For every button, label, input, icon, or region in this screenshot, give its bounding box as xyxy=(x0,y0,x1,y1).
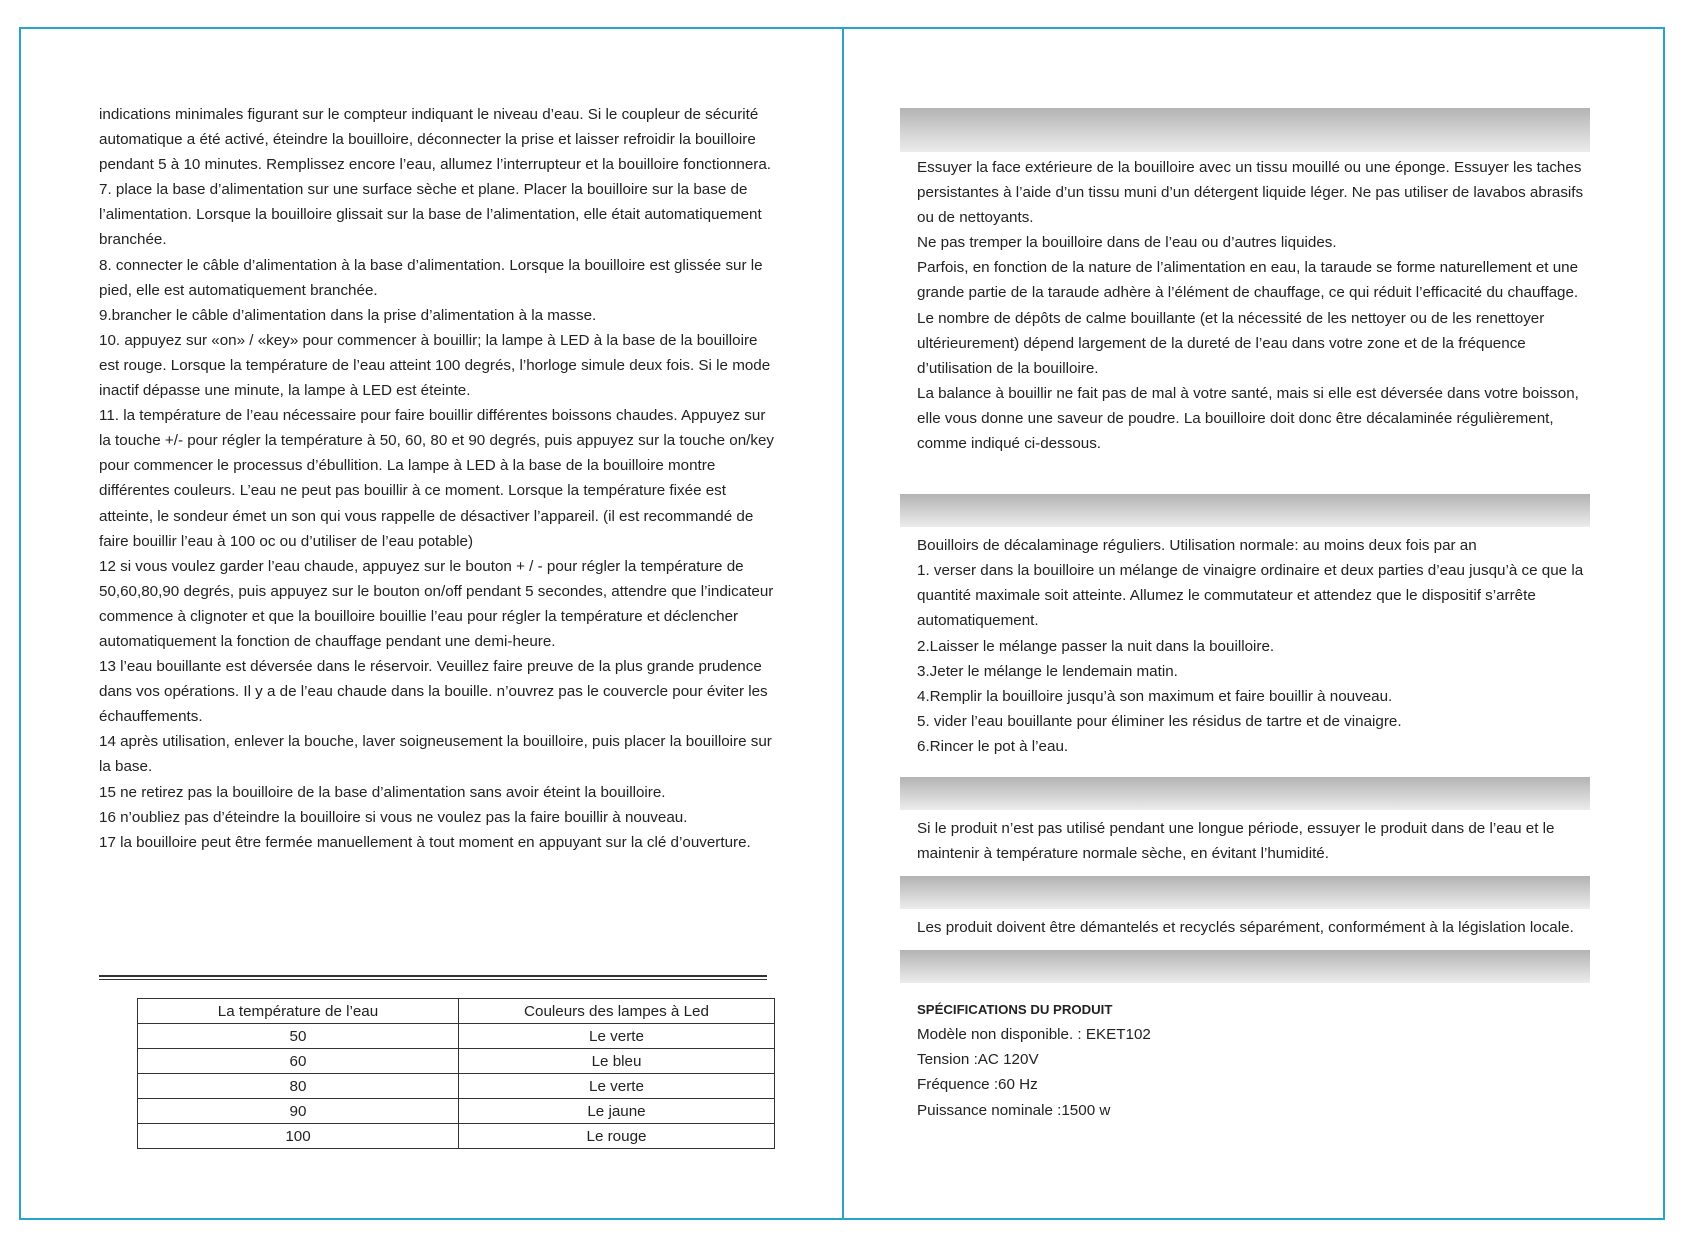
table-row xyxy=(138,1099,775,1124)
page-divider xyxy=(842,27,844,1220)
table-row xyxy=(138,1049,775,1074)
spec-voltage: Tension :AC 120V xyxy=(917,1051,1039,1069)
descaling-step-1: 1. verser dans la bouilloire un mélange de vinaigre ordinaire et deux parties d’eau jusqu’à ce que la quantité maximale soit atteinte. Allumez le commutateur et attendez que le dispositif s’arrête automatiquement. xyxy=(917,562,1584,630)
descaling-intro: Bouilloirs de décalaminage réguliers. Utilisation normale: au moins deux fois par an xyxy=(917,537,1477,555)
descaling-step-2: 2.Laisser le mélange passer la nuit dans la bouilloire. xyxy=(917,637,1275,655)
led-color-table xyxy=(137,998,775,1149)
cleaning-section xyxy=(900,105,1590,456)
instruction-continued: indications minimales figurant sur le compteur indiquant le niveau d’eau. Si le coupleur de sécurité automatique a été activé, éteindre la bouilloire, déconnecter la prise et laisser refroidir la bouilloire pendant 5 à 10 minutes. Remplissez encore l’eau, allumez l’interrupteur et la bouilloire fonctionnera. xyxy=(99,106,772,174)
instruction-10: 10. appuyez sur «on» / «key» pour commencer à bouillir; la lampe à LED à la base de la bouilloire est rouge. Lorsque la température de l’eau atteint 100 degrés, l’horloge simule deux fois. Si le mode inactif dépasse une minute, la lampe à LED est éteinte. xyxy=(99,331,771,400)
section-header-bar-storage xyxy=(900,777,1590,810)
descaling-step-3: 3.Jeter le mélange le lendemain matin. xyxy=(917,662,1178,680)
instruction-8: 8. connecter le câble d’alimentation à la base d’alimentation. Lorsque la bouilloire est glissée sur le pied, elle est automatiquement branchée. xyxy=(99,256,763,299)
instruction-16: 16 n’oubliez pas d’éteindre la bouilloire si vous ne voulez pas la faire bouillir à nouveau. xyxy=(99,808,688,826)
table-header-row xyxy=(138,999,775,1024)
table-row xyxy=(138,1124,775,1149)
color-cell: Le rouge xyxy=(459,1124,775,1149)
specs-title: SPÉCIFICATIONS DU PRODUIT xyxy=(917,1002,1113,1018)
storage-section xyxy=(900,810,1590,866)
cleaning-paragraph-2: Ne pas tremper la bouilloire dans de l’eau ou d’autres liquides. xyxy=(917,234,1337,252)
table-row xyxy=(138,1024,775,1049)
spec-model: Modèle non disponible. : EKET102 xyxy=(917,1026,1151,1044)
color-cell: Le verte xyxy=(459,1024,775,1049)
left-column xyxy=(99,102,779,855)
instruction-11: 11. la température de l’eau nécessaire pour faire bouillir différentes boissons chaudes. Appuyez sur la touche +/- pour régler la température à 50, 60, 80 et 90 degrés, puis appuyez sur la touche on/key pour commencer le processus d’ébullition. La lampe à LED à la base de la bouilloire montre différentes couleurs. L’eau ne peut pas bouillir à ce moment. Lorsque la température fixée est atteinte, le sondeur émet un son qui vous rappelle de désactiver l’appareil. (il est recommandé de faire bouillir l’eau à 100 oc ou d’utiliser de l’eau potable) xyxy=(99,407,774,550)
header-water-temperature: La température de l’eau xyxy=(138,999,459,1024)
section-header-bar-specs xyxy=(900,950,1590,983)
temperature-cell: 60 xyxy=(138,1049,459,1074)
disposal-text: Les produit doivent être démantelés et recyclés séparément, conformément à la législation locale. xyxy=(917,919,1574,937)
descaling-step-6: 6.Rincer le pot à l’eau. xyxy=(917,737,1069,755)
specs-section xyxy=(900,983,1590,1122)
color-cell: Le verte xyxy=(459,1074,775,1099)
descaling-section xyxy=(900,527,1590,759)
section-header-bar-disposal xyxy=(900,876,1590,909)
storage-text: Si le produit n’est pas utilisé pendant une longue période, essuyer le produit dans de l’eau et le maintenir à température normale sèche, en évitant l’humidité. xyxy=(917,819,1555,863)
section-header-bar-descaling xyxy=(900,494,1590,527)
temperature-cell: 50 xyxy=(138,1024,459,1049)
cleaning-paragraph-3: Parfois, en fonction de la nature de l’alimentation en eau, la taraude se forme naturellement et une grande partie de la taraude adhère à l’élément de chauffage, ce qui réduit l’efficacité du chauffage. xyxy=(917,259,1579,302)
header-led-colors: Couleurs des lampes à Led xyxy=(459,999,775,1024)
table-separator-rule xyxy=(99,975,767,980)
disposal-section xyxy=(900,909,1590,940)
temperature-cell: 90 xyxy=(138,1099,459,1124)
spec-power: Puissance nominale :1500 w xyxy=(917,1101,1111,1119)
temperature-cell: 80 xyxy=(138,1074,459,1099)
instruction-13: 13 l’eau bouillante est déversée dans le réservoir. Veuillez faire preuve de la plus grande prudence dans vos opérations. Il y a de l’eau chaude dans la bouille. n’ouvrez pas le couvercle pour éviter les échauffements. xyxy=(99,658,768,726)
instruction-17: 17 la bouilloire peut être fermée manuellement à tout moment en appuyant sur la clé d’ouverture. xyxy=(99,833,751,851)
instruction-12: 12 si vous voulez garder l’eau chaude, appuyez sur le bouton + / - pour régler la température de 50,60,80,90 degrés, puis appuyez sur le bouton on/off pendant 5 secondes, attendre que l’indicateur commence à clignoter et que la bouilloire bouillie l’eau pour régler la température et déclencher automatiquement la fonction de chauffage pendant une demi-heure. xyxy=(99,557,774,650)
spec-frequency: Fréquence :60 Hz xyxy=(917,1076,1038,1094)
cleaning-paragraph-4: Le nombre de dépôts de calme bouillante (et la nécessité de les nettoyer ou de les renettoyer ultérieurement) dépend largement de la dureté de l’eau dans votre zone et de la fréquence d’utilisation de la bouilloire. xyxy=(917,309,1545,377)
cleaning-paragraph-5: La balance à bouillir ne fait pas de mal à votre santé, mais si elle est déversée dans votre boisson, elle vous donne une saveur de poudre. La bouilloire doit donc être décalaminée régulièrement, comme indiqué ci-dessous. xyxy=(917,384,1579,453)
instruction-15: 15 ne retirez pas la bouilloire de la base d’alimentation sans avoir éteint la bouilloire. xyxy=(99,783,666,801)
temperature-cell: 100 xyxy=(138,1124,459,1149)
descaling-step-5: 5. vider l’eau bouillante pour éliminer les résidus de tartre et de vinaigre. xyxy=(917,712,1402,730)
instruction-9: 9.brancher le câble d’alimentation dans la prise d’alimentation à la masse. xyxy=(99,306,597,324)
cleaning-paragraph-1: Essuyer la face extérieure de la bouilloire avec un tissu mouillé ou une éponge. Essuyer les taches persistantes à l’aide d’un tissu muni d’un détergent liquide léger. Ne pas utiliser de lavabos abrasifs ou de nettoyants. xyxy=(917,159,1584,227)
right-column xyxy=(900,108,1590,1123)
descaling-step-4: 4.Remplir la bouilloire jusqu’à son maximum et faire bouillir à nouveau. xyxy=(917,687,1393,705)
color-cell: Le jaune xyxy=(459,1099,775,1124)
instruction-7: 7. place la base d’alimentation sur une surface sèche et plane. Placer la bouilloire sur la base de l’alimentation. Lorsque la bouilloire glissait sur la base de l’alimentation, elle était automatiquement branchée. xyxy=(99,181,762,249)
instruction-14: 14 après utilisation, enlever la bouche, laver soigneusement la bouilloire, puis placer la bouilloire sur la base. xyxy=(99,733,772,776)
table-row xyxy=(138,1074,775,1099)
color-cell: Le bleu xyxy=(459,1049,775,1074)
